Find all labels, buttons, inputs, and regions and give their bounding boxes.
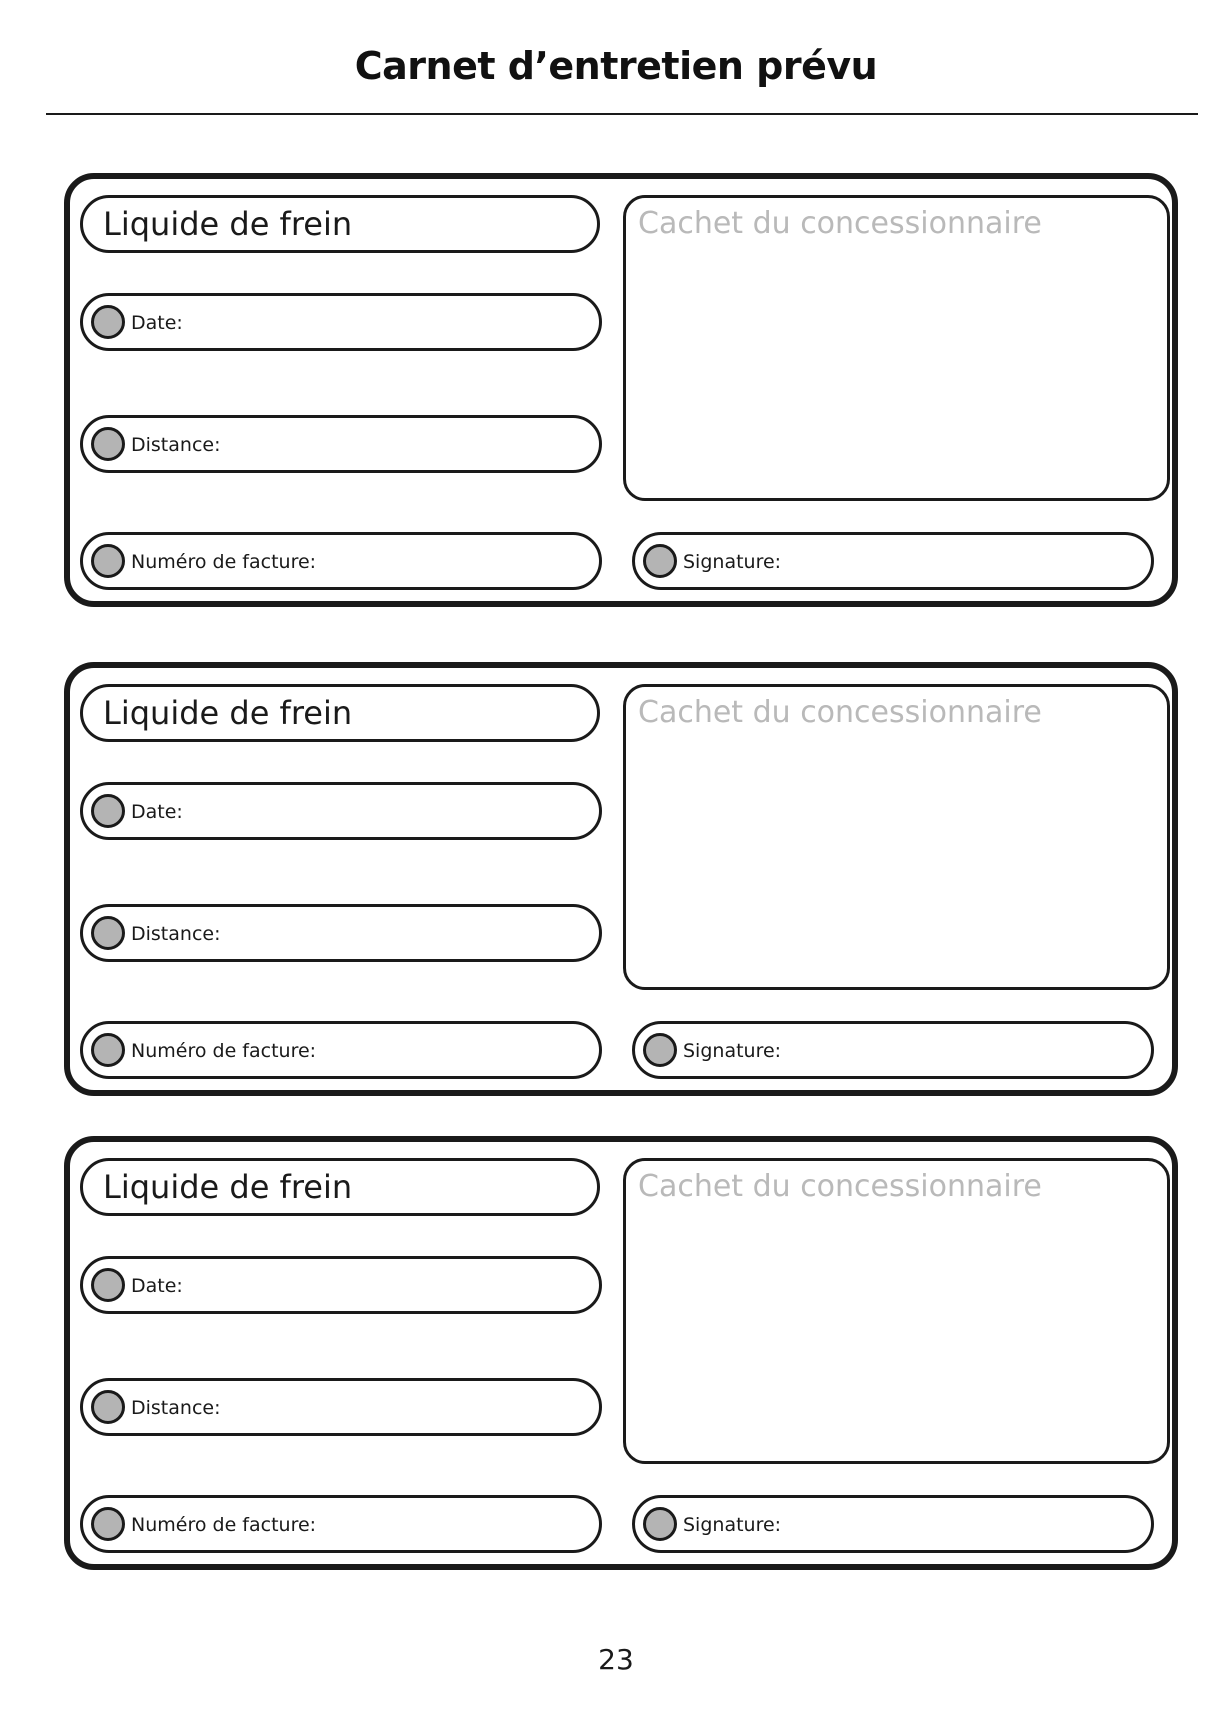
bullet-icon [91, 1390, 125, 1424]
invoice-number-field[interactable] [80, 1021, 602, 1079]
service-record-card [64, 662, 1178, 1096]
bullet-icon [91, 427, 125, 461]
bullet-icon [91, 1033, 125, 1067]
service-type-label: Liquide de frein [103, 1168, 353, 1206]
distance-field[interactable] [80, 904, 602, 962]
signature-field[interactable] [632, 1495, 1154, 1553]
service-type-heading [80, 195, 600, 253]
dealer-stamp-box[interactable] [623, 195, 1170, 501]
bullet-icon [91, 305, 125, 339]
service-record-card [64, 1136, 1178, 1570]
date-label: Date: [131, 801, 183, 823]
distance-field[interactable] [80, 1378, 602, 1436]
invoice-number-label: Numéro de facture: [131, 551, 317, 573]
signature-label: Signature: [683, 1514, 782, 1536]
bullet-icon [643, 1507, 677, 1541]
bullet-icon [643, 1033, 677, 1067]
dealer-stamp-box[interactable] [623, 1158, 1170, 1464]
signature-field[interactable] [632, 532, 1154, 590]
bullet-icon [91, 544, 125, 578]
invoice-number-field[interactable] [80, 532, 602, 590]
date-field[interactable] [80, 782, 602, 840]
date-field[interactable] [80, 1256, 602, 1314]
title-divider [46, 113, 1198, 115]
date-label: Date: [131, 312, 183, 334]
bullet-icon [91, 1268, 125, 1302]
service-record-card [64, 173, 1178, 607]
dealer-stamp-box[interactable] [623, 684, 1170, 990]
invoice-number-label: Numéro de facture: [131, 1514, 317, 1536]
page-title: Carnet d’entretien prévu [354, 44, 878, 88]
invoice-number-field[interactable] [80, 1495, 602, 1553]
bullet-icon [91, 916, 125, 950]
service-type-heading [80, 684, 600, 742]
dealer-stamp-label: Cachet du concessionnaire [638, 695, 1042, 730]
service-type-label: Liquide de frein [103, 205, 353, 243]
page-number: 23 [598, 1643, 634, 1676]
service-type-label: Liquide de frein [103, 694, 353, 732]
bullet-icon [91, 794, 125, 828]
distance-label: Distance: [131, 923, 221, 945]
distance-label: Distance: [131, 434, 221, 456]
dealer-stamp-label: Cachet du concessionnaire [638, 206, 1042, 241]
dealer-stamp-label: Cachet du concessionnaire [638, 1169, 1042, 1204]
distance-label: Distance: [131, 1397, 221, 1419]
signature-label: Signature: [683, 551, 782, 573]
distance-field[interactable] [80, 415, 602, 473]
date-field[interactable] [80, 293, 602, 351]
service-type-heading [80, 1158, 600, 1216]
bullet-icon [643, 544, 677, 578]
bullet-icon [91, 1507, 125, 1541]
date-label: Date: [131, 1275, 183, 1297]
signature-label: Signature: [683, 1040, 782, 1062]
invoice-number-label: Numéro de facture: [131, 1040, 317, 1062]
signature-field[interactable] [632, 1021, 1154, 1079]
